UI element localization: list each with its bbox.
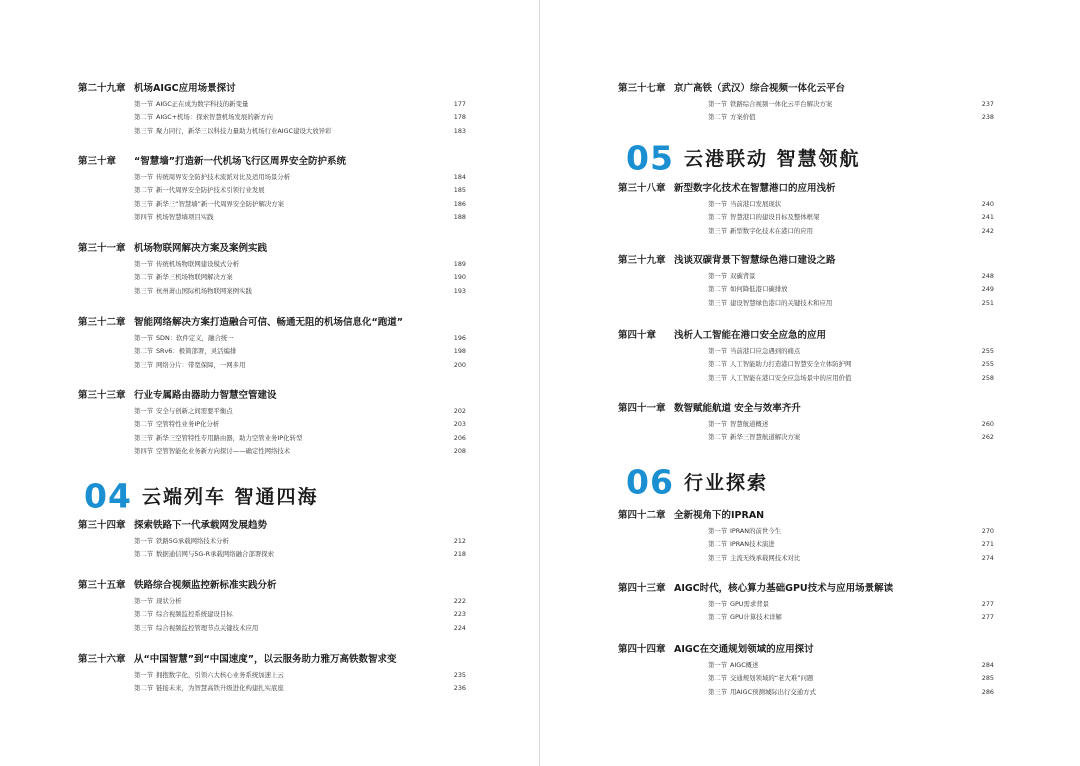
section-number: 第三节 <box>708 553 728 562</box>
section-page-number: 255 <box>981 360 994 369</box>
section-row[interactable] <box>708 225 994 238</box>
chapter-block <box>78 577 466 635</box>
part-title: 云端列车 智通四海 <box>141 485 319 508</box>
section-title: 人工智能在港口安全应急场景中的应用价值 <box>730 373 852 382</box>
chapter-heading[interactable] <box>78 517 466 535</box>
section-title: 新华三空管特性专用路由器，助力空管业务IP化转型 <box>156 433 303 442</box>
section-number: 第二节 <box>134 610 154 619</box>
section-row[interactable] <box>134 98 466 111</box>
section-row[interactable] <box>134 445 466 458</box>
section-row[interactable] <box>134 595 466 608</box>
section-page-number: 189 <box>453 260 466 268</box>
chapter-title: 行业专属路由器助力智慧空管建设 <box>134 390 277 401</box>
section-page-number: 251 <box>981 298 994 307</box>
section-page-number: 255 <box>981 347 994 355</box>
chapter-title: “智慧墙”打造新一代机场飞行区周界安全防护系统 <box>134 156 346 167</box>
chapter-title: 全新视角下的IPRAN <box>674 510 765 521</box>
section-title: SDN：软件定义，融合统一 <box>156 334 234 342</box>
section-number: 第二节 <box>134 273 154 282</box>
section-title: 空管智能化业务新方向探讨——确定性网络技术 <box>156 446 291 455</box>
section-page-number: 241 <box>981 213 994 222</box>
section-number: 第三节 <box>134 360 154 369</box>
section-row[interactable] <box>134 359 466 372</box>
section-page-number: 248 <box>981 272 994 280</box>
section-number: 第一节 <box>708 600 728 608</box>
section-row[interactable] <box>134 405 466 418</box>
section-page-number: 222 <box>453 597 466 605</box>
chapter-number: 第三十章 <box>78 156 117 167</box>
section-row[interactable] <box>134 432 466 445</box>
section-number: 第一节 <box>134 407 154 415</box>
section-title: 智慧港口的建设目标及整体框架 <box>730 213 820 222</box>
section-page-number: 235 <box>453 671 466 679</box>
section-page-number: 277 <box>981 600 994 608</box>
section-title: 人工智能助力打造港口智慧安全立体防护网 <box>730 360 852 369</box>
chapter-heading[interactable] <box>618 507 994 525</box>
section-title: 网络分片：带宽保障，一网多用 <box>156 360 246 369</box>
section-number: 第四节 <box>134 446 154 455</box>
chapter-heading[interactable] <box>618 580 994 598</box>
section-title: AIGC概述 <box>730 661 759 669</box>
section-title: 链接未来，为智慧高铁升级进化构建扎实底座 <box>156 684 284 693</box>
chapter-heading[interactable] <box>78 651 466 669</box>
section-title: AIGC+机场：探索智慧机场发展的新方向 <box>156 113 273 122</box>
chapter-number: 第三十五章 <box>78 580 126 591</box>
section-number: 第一节 <box>708 200 728 208</box>
chapter-heading[interactable] <box>78 240 466 258</box>
section-page-number: 183 <box>453 126 466 135</box>
section-title: 新华三“智慧墙”新一代周界安全防护解决方案 <box>156 199 285 208</box>
section-row[interactable] <box>134 211 466 224</box>
section-row[interactable] <box>134 418 466 431</box>
section-page-number: 203 <box>453 420 466 429</box>
chapter-block <box>78 80 466 138</box>
section-page-number: 202 <box>453 407 466 415</box>
section-page-number: 249 <box>981 285 994 294</box>
chapter-number: 第三十三章 <box>78 390 126 401</box>
section-number: 第一节 <box>708 420 728 428</box>
section-row[interactable] <box>134 125 466 138</box>
chapter-block <box>78 651 466 696</box>
chapter-block <box>618 252 994 310</box>
chapter-number: 第三十七章 <box>618 83 666 94</box>
section-number: 第一节 <box>708 661 728 669</box>
section-page-number: 223 <box>453 610 466 619</box>
section-page-number: 184 <box>453 173 466 181</box>
chapter-title: 机场AIGC应用场景探讨 <box>134 83 236 94</box>
section-number: 第三节 <box>134 286 154 295</box>
section-row[interactable] <box>708 686 994 699</box>
section-page-number: 188 <box>453 212 466 221</box>
section-title: 空管特性业务IP化分析 <box>156 420 220 429</box>
section-row[interactable] <box>134 332 466 345</box>
section-title: 安全与创新之间需要平衡点 <box>156 407 233 415</box>
section-number: 第二节 <box>134 684 154 693</box>
section-page-number: 200 <box>453 360 466 369</box>
section-title: 当前港口发展现状 <box>730 200 782 208</box>
chapter-heading[interactable] <box>618 80 994 98</box>
section-number: 第一节 <box>708 272 728 280</box>
section-title: 现状分析 <box>156 597 182 605</box>
section-row[interactable] <box>134 271 466 284</box>
chapter-title: 探索铁路下一代承载网发展趋势 <box>134 520 268 531</box>
section-page-number: 196 <box>453 334 466 342</box>
section-page-number: 237 <box>981 100 994 108</box>
section-number: 第一节 <box>134 671 154 679</box>
section-title: 杭州萧山国际机场物联网案例实践 <box>156 286 252 295</box>
chapter-block <box>618 180 994 238</box>
section-number: 第二节 <box>134 420 154 429</box>
chapter-title: 新型数字化技术在智慧港口的应用浅析 <box>674 183 836 194</box>
section-page-number: 185 <box>453 186 466 195</box>
section-title: 新一代周界安全防护技术引领行业发展 <box>156 186 265 195</box>
section-page-number: 238 <box>981 113 994 122</box>
section-number: 第二节 <box>708 113 728 122</box>
section-row[interactable] <box>708 270 994 283</box>
section-title: 铁路5G承载网络技术分析 <box>156 537 229 545</box>
section-page-number: 236 <box>453 684 466 693</box>
section-title: 拥抱数字化，引领六大核心业务系统加速上云 <box>156 671 284 679</box>
section-page-number: 277 <box>981 613 994 622</box>
chapter-block <box>78 240 466 298</box>
section-page-number: 177 <box>453 100 466 108</box>
section-row[interactable] <box>708 111 994 124</box>
chapter-block <box>618 80 994 125</box>
section-number: 第一节 <box>708 347 728 355</box>
section-row[interactable] <box>134 608 466 621</box>
section-row[interactable] <box>708 598 994 611</box>
chapter-title: 铁路综合视频监控新标准实践分析 <box>134 580 277 591</box>
chapter-title: AIGC在交通规划领域的应用探讨 <box>674 644 814 655</box>
section-page-number: 212 <box>453 537 466 545</box>
section-number: 第三节 <box>134 199 154 208</box>
chapter-number: 第三十八章 <box>618 183 666 194</box>
section-number: 第二节 <box>708 613 728 622</box>
section-row[interactable] <box>134 258 466 271</box>
section-page-number: 258 <box>981 373 994 382</box>
chapter-title: AIGC时代，核心算力基础GPU技术与应用场景解读 <box>674 583 894 594</box>
section-row[interactable] <box>708 418 994 431</box>
section-number: 第二节 <box>134 186 154 195</box>
section-title: 数据通信网与5G-R承载网络融合部署探索 <box>156 550 275 559</box>
section-title: GPU需求背景 <box>730 600 770 608</box>
part-number: 04 <box>84 476 132 516</box>
section-number: 第二节 <box>134 347 154 356</box>
section-title: 用AIGC预测城际出行交通方式 <box>730 687 816 696</box>
page-divider <box>539 0 540 766</box>
section-row[interactable] <box>708 198 994 211</box>
chapter-title: 浅谈双碳背景下智慧绿色港口建设之路 <box>674 255 836 266</box>
chapter-block <box>618 580 994 625</box>
chapter-heading[interactable] <box>618 327 994 345</box>
chapter-block <box>78 387 466 458</box>
section-page-number: 224 <box>453 623 466 632</box>
section-row[interactable] <box>708 552 994 565</box>
section-number: 第二节 <box>134 113 154 122</box>
section-row[interactable] <box>134 622 466 635</box>
section-number: 第一节 <box>134 597 154 605</box>
section-title: IPRAN技术演进 <box>730 540 775 549</box>
section-title: 机场智慧墙项目实践 <box>156 212 214 221</box>
chapter-number: 第四十四章 <box>618 644 666 655</box>
chapter-title: 浅析人工智能在港口安全应急的应用 <box>674 330 827 341</box>
chapter-heading[interactable] <box>618 400 994 418</box>
chapter-block <box>78 314 466 372</box>
chapter-title: 京广高铁（武汉）综合视频一体化云平台 <box>674 83 846 94</box>
part-header <box>618 138 994 178</box>
chapter-title: 从“中国智慧”到“中国速度”，以云服务助力雅万高铁数智求变 <box>134 654 397 665</box>
section-number: 第二节 <box>708 213 728 222</box>
section-row[interactable] <box>708 297 994 310</box>
section-row[interactable] <box>708 372 994 385</box>
chapter-number: 第四十二章 <box>618 510 666 521</box>
chapter-number: 第三十四章 <box>78 520 126 531</box>
section-row[interactable] <box>134 198 466 211</box>
section-title: 新型数字化技术在港口的应用 <box>730 226 814 235</box>
section-page-number: 242 <box>981 226 994 235</box>
section-number: 第二节 <box>708 285 728 294</box>
chapter-block <box>618 641 994 699</box>
section-row[interactable] <box>708 611 994 624</box>
section-row[interactable] <box>134 171 466 184</box>
chapter-block <box>618 507 994 565</box>
part-number: 05 <box>626 138 674 178</box>
section-title: 主流无线承载网技术对比 <box>730 553 801 562</box>
chapter-number: 第四十章 <box>618 330 657 341</box>
section-page-number: 190 <box>453 273 466 282</box>
chapter-number: 第四十一章 <box>618 403 666 414</box>
section-number: 第三节 <box>708 298 728 307</box>
chapter-number: 第三十二章 <box>78 317 126 328</box>
part-title: 行业探索 <box>683 471 768 494</box>
section-number: 第四节 <box>134 212 154 221</box>
section-number: 第三节 <box>708 687 728 696</box>
section-title: GPU计算技术详解 <box>730 613 782 622</box>
section-number: 第一节 <box>134 334 154 342</box>
section-title: 方案价值 <box>730 113 756 122</box>
section-title: AIGC正在成为数字科技的新变量 <box>156 100 249 108</box>
section-row[interactable] <box>134 548 466 561</box>
section-page-number: 208 <box>453 446 466 455</box>
section-title: 传统机场物联网建设模式分析 <box>156 260 240 268</box>
section-page-number: 198 <box>453 347 466 356</box>
section-page-number: 240 <box>981 200 994 208</box>
section-row[interactable] <box>708 98 994 111</box>
section-number: 第三节 <box>134 623 154 632</box>
chapter-heading[interactable] <box>618 180 994 198</box>
section-row[interactable] <box>708 538 994 551</box>
section-title: 当前港口应急遇到的痛点 <box>730 347 801 355</box>
section-row[interactable] <box>708 345 994 358</box>
section-row[interactable] <box>708 672 994 685</box>
section-number: 第三节 <box>708 226 728 235</box>
section-title: 交通规划领域的“老大难”问题 <box>730 674 814 683</box>
section-row[interactable] <box>134 682 466 695</box>
section-title: 如何降低港口碳排放 <box>730 285 788 294</box>
section-row[interactable] <box>134 285 466 298</box>
chapter-title: 数智赋能航道 安全与效率齐升 <box>674 403 801 414</box>
section-title: 双碳背景 <box>730 272 756 280</box>
chapter-block <box>78 153 466 224</box>
section-page-number: 186 <box>453 199 466 208</box>
chapter-heading[interactable] <box>78 387 466 405</box>
chapter-heading[interactable] <box>78 314 466 332</box>
section-page-number: 286 <box>981 687 994 696</box>
part-number: 06 <box>626 462 674 502</box>
section-page-number: 271 <box>981 540 994 549</box>
section-row[interactable] <box>134 184 466 197</box>
part-header <box>78 476 466 516</box>
chapter-block <box>78 517 466 562</box>
section-title: 综合视频监控系统建设目标 <box>156 610 233 619</box>
section-page-number: 274 <box>981 553 994 562</box>
chapter-heading[interactable] <box>78 577 466 595</box>
chapter-number: 第四十三章 <box>618 583 666 594</box>
chapter-number: 第二十九章 <box>78 83 126 94</box>
section-number: 第二节 <box>708 433 728 442</box>
chapter-block <box>618 400 994 445</box>
chapter-heading[interactable] <box>78 153 466 171</box>
section-title: 综合视频监控管理节点关键技术应用 <box>156 623 259 632</box>
section-number: 第二节 <box>708 674 728 683</box>
section-page-number: 178 <box>453 113 466 122</box>
section-row[interactable] <box>708 283 994 296</box>
chapter-number: 第三十一章 <box>78 243 126 254</box>
section-number: 第一节 <box>134 100 154 108</box>
chapter-heading[interactable] <box>618 252 994 270</box>
section-row[interactable] <box>708 525 994 538</box>
section-number: 第三节 <box>708 373 728 382</box>
section-row[interactable] <box>134 669 466 682</box>
section-number: 第一节 <box>134 173 154 181</box>
section-row[interactable] <box>134 111 466 124</box>
section-row[interactable] <box>708 358 994 371</box>
section-number: 第一节 <box>708 100 728 108</box>
section-page-number: 193 <box>453 286 466 295</box>
chapter-number: 第三十六章 <box>78 654 126 665</box>
section-row[interactable] <box>134 345 466 358</box>
section-page-number: 206 <box>453 433 466 442</box>
section-page-number: 285 <box>981 674 994 683</box>
section-title: 聚力同行，新华三以科技力量助力机场行业AIGC建设大放异彩 <box>156 126 332 135</box>
section-title: 传统周界安全防护技术流派对比及适用场景分析 <box>156 173 291 181</box>
section-number: 第三节 <box>134 126 154 135</box>
chapter-title: 机场物联网解决方案及案例实践 <box>134 243 268 254</box>
section-number: 第一节 <box>134 537 154 545</box>
chapter-block <box>618 327 994 385</box>
section-page-number: 270 <box>981 527 994 535</box>
section-number: 第三节 <box>134 433 154 442</box>
section-title: IPRAN的前世今生 <box>730 527 782 535</box>
section-title: 铁路综合视频一体化云平台解决方案 <box>730 100 833 108</box>
section-number: 第一节 <box>134 260 154 268</box>
part-header <box>618 462 994 502</box>
section-title: 新华三机场物联网解决方案 <box>156 273 233 282</box>
section-row[interactable] <box>708 211 994 224</box>
section-page-number: 218 <box>453 550 466 559</box>
section-title: 智慧航道概述 <box>730 420 769 428</box>
part-title: 云港联动 智慧领航 <box>683 147 861 170</box>
section-number: 第二节 <box>708 540 728 549</box>
section-title: 新华三智慧航道解决方案 <box>730 433 801 442</box>
chapter-number: 第三十九章 <box>618 255 666 266</box>
section-page-number: 284 <box>981 661 994 669</box>
section-number: 第一节 <box>708 527 728 535</box>
section-title: 建设智慧绿色港口的关键技术和应用 <box>730 298 833 307</box>
section-number: 第二节 <box>708 360 728 369</box>
section-row[interactable] <box>708 431 994 444</box>
section-page-number: 260 <box>981 420 994 428</box>
section-row[interactable] <box>708 659 994 672</box>
chapter-heading[interactable] <box>618 641 994 659</box>
section-number: 第二节 <box>134 550 154 559</box>
section-row[interactable] <box>134 535 466 548</box>
chapter-title: 智能网络解决方案打造融合可信、畅通无阻的机场信息化“跑道” <box>134 317 403 328</box>
section-title: SRv6：极简部署，灵活编排 <box>156 347 237 356</box>
chapter-heading[interactable] <box>78 80 466 98</box>
section-page-number: 262 <box>981 433 994 442</box>
